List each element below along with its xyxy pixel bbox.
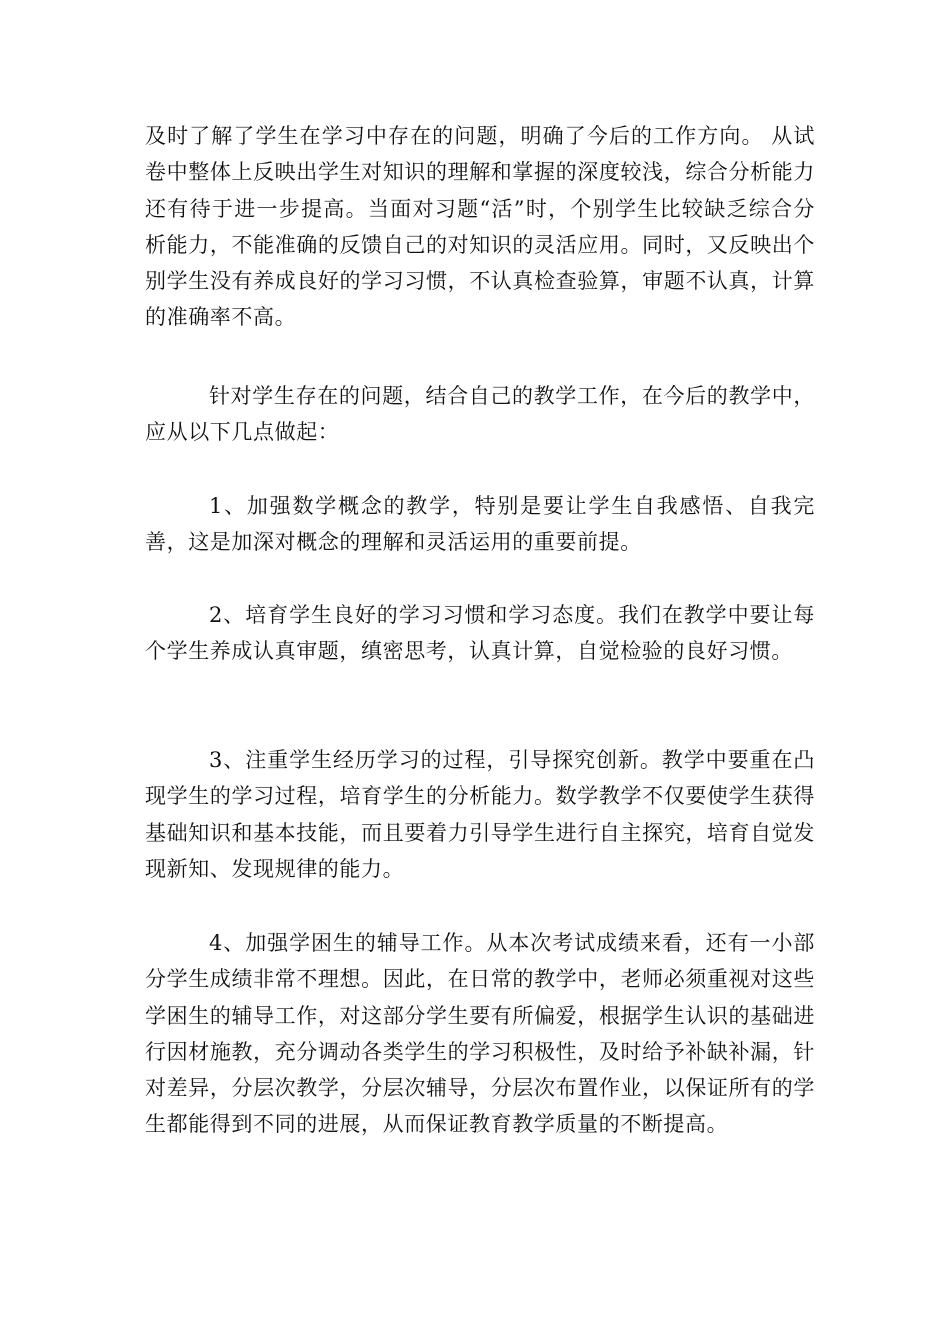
paragraph-intro-measures: 针对学生存在的问题，结合自己的教学工作，在今后的教学中，应从以下几点做起： (145, 384, 815, 445)
paragraph-measure-2: 2、培育学生良好的学习习惯和学习态度。我们在教学中要让每个学生养成认真审题，缜密思考，认真计算，自觉检验的良好习惯。 (145, 603, 815, 664)
paragraph-analysis: 及时了解了学生在学习中存在的问题，明确了今后的工作方向。 从试卷中整体上反映出学生对知识的理解和掌握的深度较浅，综合分析能力还有待于进一步提高。当面对习题“活”时，个别学生比较缺乏综合分析能力，不能准确的反馈自己的对知识的灵活应用。同时，又反映出个别学生没有养成良好的学习习惯，不认真检查验算，审题不认真，计算的准确率不高。 (145, 124, 815, 330)
paragraph-measure-4: 4、加强学困生的辅导工作。从本次考试成绩来看，还有一小部分学生成绩非常不理想。因此，在日常的教学中，老师必须重视对这些学困生的辅导工作，对这部分学生要有所偏爱，根据学生认识的基础进行因材施教，充分调动各类学生的学习积极性，及时给予补缺补漏，针对差异，分层次教学，分层次辅导，分层次布置作业，以保证所有的学生都能得到不同的进展，从而保证教育教学质量的不断提高。 (145, 931, 815, 1137)
paragraph-measure-1: 1、加强数学概念的教学，特别是要让学生自我感悟、自我完善，这是加深对概念的理解和灵活运用的重要前提。 (145, 494, 815, 555)
paragraph-measure-3: 3、注重学生经历学习的过程，引导探究创新。教学中要重在凸现学生的学习过程，培育学生的分析能力。数学教学不仅要使学生获得基础知识和基本技能，而且要着力引导学生进行自主探究，培育自觉发现新知、发现规律的能力。 (145, 748, 815, 881)
